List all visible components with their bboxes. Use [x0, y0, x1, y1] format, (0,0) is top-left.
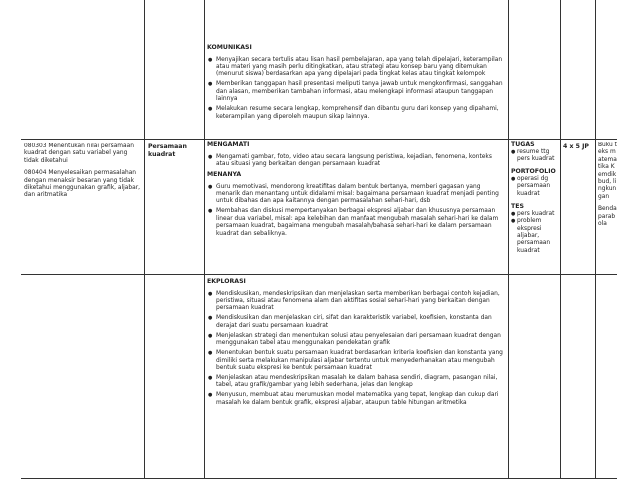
list-item: ● Menentukan bentuk suatu persamaan kuadrat berdasarkan kriteria koefisien dan konstanta yang dimiliki serta melakukan manipulasi aljabar tertentu untuk menyederhanakan atau mengubah bentuk suatu ekspresi ke bentuk persamaan kuadrat [207, 350, 504, 372]
eksplorasi-heading: EKPLORASI [207, 278, 246, 285]
column-divider-4 [560, 0, 561, 479]
list-item: ● Membahas dan diskusi mempertanyakan berbagai ekspresi aljabar dan khususnya persamaan linear dua variabel, misal: apa kelebihan dan manfaat mengubah masalah sehari-hari ke dalam persamaan kuadrat, bagaimana mengubah masalah/bahasa sehari-hari ke dalam persamaan kuadrat dan sebaliknya. [207, 208, 504, 238]
alokasi-waktu-cell [563, 143, 594, 163]
row-divider-1 [21, 139, 617, 140]
list-item: ● Mendiskusikan, mendeskripsikan dan menjelaskan serta memberikan berbagai contoh kejadian, peristiwa, situasi atau fenomena alam dan aktifitas sosial sehari-hari yang berkaitan dengan persamaan kuadrat [207, 291, 504, 313]
eksplorasi-list [207, 291, 504, 408]
list-item: ● Memberikan tanggapan hasil presentasi meliputi tanya jawab untuk mengkonfirmasi, sanggahan dan alasan, memberikan tambahan informasi, atau melengkapi informasi ataupun tanggapan lainnya [207, 81, 504, 103]
mengamati-heading: MENGAMATI [207, 141, 250, 148]
list-item: ● pers kuadrat [511, 211, 558, 218]
menanya-list [207, 184, 504, 238]
penilaian-cell [511, 141, 558, 272]
list-item: ● problem ekspresi aljabar, persamaan kuadrat [511, 218, 558, 255]
mengamati-menanya-cell [207, 141, 504, 272]
portofolio-list [511, 176, 558, 198]
komunikasi-heading: KOMUNIKASI [207, 44, 252, 51]
sumber-benda-text: Benda parabola [598, 206, 617, 228]
tes-heading: TES [511, 203, 524, 211]
portofolio-heading: PORTOFOLIO [511, 168, 556, 176]
materi-cell [148, 143, 202, 183]
list-item: ● Menyajikan secara tertulis atau lisan hasil pembelajaran, apa yang telah dipelajari, keterampilan atau materi yang masih perlu ditingkatkan, atau strategi atau konsep baru yang ditemukan (menurut siswa) berdasarkan apa yang dipelajari pada tingkat kelas atau tingkat kelompok [207, 57, 504, 79]
sumber-buku-text: Buku teks matematika Kemdikbud, lingkungan [598, 142, 617, 200]
list-item: ● Menjelaskan atau mendeskripsikan masalah ke dalam bahasa sendiri, diagram, pasangan nilai, tabel, atau grafik/gambar yang lebih sederhana, jelas dan lengkap [207, 375, 504, 390]
column-divider-5 [595, 0, 596, 479]
materi-pokok-text: Persamaan kuadrat [148, 143, 187, 158]
column-divider-3 [508, 0, 509, 479]
list-item: ● Menyusun, membuat atau merumuskan model matematika yang tepat, lengkap dan cukup dari masalah ke dalam bentuk grafik, ekspresi aljabar, ataupun table hitungan aritmetika [207, 392, 504, 407]
alokasi-waktu-text: 4 x 5 JP [563, 143, 589, 150]
row-divider-2 [21, 274, 617, 275]
tugas-heading: TUGAS [511, 141, 535, 148]
kd-080303-text: 080303 Menentukan nilai persamaan kuadrat dengan satu variabel yang tidak diketahui [24, 143, 135, 164]
list-item: ● resume ttg pers kuadrat [511, 149, 558, 164]
list-item: ● Melakukan resume secara lengkap, komprehensif dan dibantu guru dari konsep yang dipahami, keterampilan yang diperoleh maupun sikap lainnya. [207, 106, 504, 121]
list-item: ● Mengamati gambar, foto, video atau secara langsung peristiwa, kejadian, fenomena, konteks atau situasi yang berkaitan dengan persamaan kuadrat [207, 154, 504, 169]
mengamati-list [207, 154, 504, 169]
list-item: ● Mendiskusikan dan menjelaskan ciri, sifat dan karakteristik variabel, koefisien, konstanta dan derajat dari suatu persamaan kuadrat [207, 315, 504, 330]
list-item: ● Menjelaskan strategi dan menentukan solusi atau penyelesaian dari persamaan kuadrat dengan menggunakan tabel atau menggunakan pendekatan grafik [207, 333, 504, 348]
list-item: ● operasi dg persamaan kuadrat [511, 176, 558, 198]
kd-080404-text: 080404 Menyelesaikan permasalahan dengan menaksir besaran yang tidak diketahui menggunakan grafik, aljabar, dan aritmatika [24, 170, 141, 199]
eksplorasi-cell [207, 278, 504, 476]
menanya-heading: MENANYA [207, 171, 242, 178]
tugas-list [511, 149, 558, 164]
tes-list [511, 211, 558, 255]
list-item: ● Guru memotivasi, mendorong kreatifitas dalam bentuk bertanya, memberi gagasan yang menarik dan menantang untuk didalami misal: bagaimana persamaan kuadrat menjadi penting untuk dibahas dan apa kaitannya dengan permasalahan sehari-hari, dsb [207, 184, 504, 206]
column-divider-2 [204, 0, 205, 479]
kompetensi-dasar-cell [24, 143, 142, 271]
sumber-belajar-cell [598, 142, 617, 272]
table-bottom-border [21, 478, 617, 479]
komunikasi-cell [207, 44, 504, 138]
column-divider-1 [144, 0, 145, 479]
komunikasi-list [207, 57, 504, 121]
